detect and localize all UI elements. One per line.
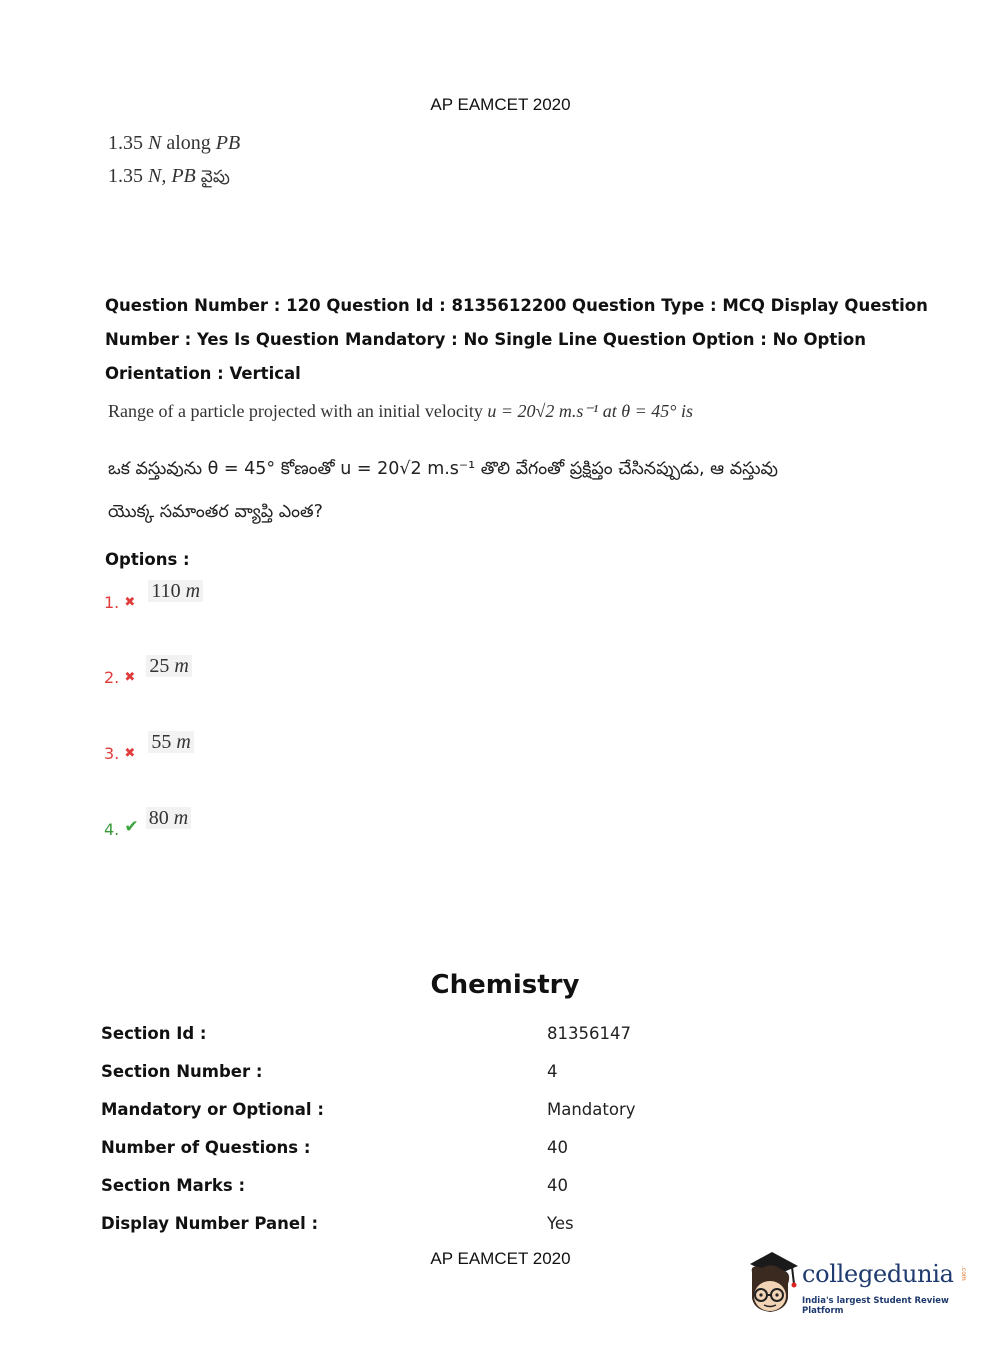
section-heading: Chemistry [430,970,580,1000]
option-value: 110 m [148,580,203,602]
collegedunia-logo [742,1250,972,1320]
prev-unit-2: N [148,165,162,187]
section-marks-label: Section Marks : [101,1176,246,1195]
page-header-title: AP EAMCET 2020 [430,95,571,114]
num-questions-value: 40 [547,1138,568,1157]
question-text-telugu-line-1: ఒక వస్తువును θ = 45° కోణంతో u = 20√2 m.s⁻¹ తొలి వేగంతో ప్రక్షిప్తం చేసినప్పుడు, ఆ వస్తువు [108,459,778,479]
question-text-english [108,401,693,422]
section-id-label: Section Id : [101,1024,207,1043]
logo-wordmark: collegedunia [802,1260,954,1288]
option-value: 25 m [146,655,191,677]
wrong-mark-icon: ✖ [124,746,136,761]
logo-com: .com [960,1266,967,1281]
prev-along: along [166,132,211,154]
wrong-mark-icon: ✖ [124,670,136,685]
section-marks-value: 40 [547,1176,568,1195]
option-value: 55 m [148,731,193,753]
question-formula: u = 20√2 m.s⁻¹ at θ = 45° is [487,401,693,421]
question-text-prefix: Range of a particle projected with an initial velocity [108,401,483,421]
option-4 [104,807,191,839]
prev-value-2: 1.35 [108,165,143,187]
option-1 [104,580,203,612]
prev-dir-2: PB [171,165,196,187]
previous-option-line-2: 1.35 N, PB వైపు [108,165,230,187]
section-number-label: Section Number : [101,1062,263,1081]
display-panel-value: Yes [547,1214,574,1233]
mandatory-label: Mandatory or Optional : [101,1100,324,1119]
page-footer-title: AP EAMCET 2020 [430,1249,571,1268]
section-id-value: 81356147 [547,1024,631,1043]
previous-option-line-1 [108,132,240,155]
option-number: 3. [104,744,120,763]
options-label: Options : [105,550,190,569]
display-panel-label: Display Number Panel : [101,1214,319,1233]
option-3 [104,731,194,763]
prev-dir: PB [215,132,241,154]
mascot-icon [742,1250,802,1318]
question-meta-line-3: Orientation : Vertical [105,364,301,383]
correct-check-icon: ✔ [124,817,139,837]
prev-value: 1.35 [108,132,143,154]
option-value: 80 m [146,807,191,829]
section-number-value: 4 [547,1062,558,1081]
num-questions-label: Number of Questions : [101,1138,311,1157]
prev-telugu: వైపు [200,167,230,187]
option-number: 4. [104,820,120,839]
option-2 [104,655,192,687]
option-number: 2. [104,668,120,687]
wrong-mark-icon: ✖ [124,595,136,610]
logo-tagline: India's largest Student Review Platform [802,1296,949,1316]
question-meta-line-1: Question Number : 120 Question Id : 8135612200 Question Type : MCQ Display Question [105,296,928,315]
question-meta-line-2: Number : Yes Is Question Mandatory : No Single Line Question Option : No Option [105,330,866,349]
question-text-telugu-line-2: యొక్క సమాంతర వ్యాప్తి ఎంత? [108,502,323,522]
mandatory-value: Mandatory [547,1100,636,1119]
prev-unit: N [148,132,162,154]
option-number: 1. [104,593,120,612]
